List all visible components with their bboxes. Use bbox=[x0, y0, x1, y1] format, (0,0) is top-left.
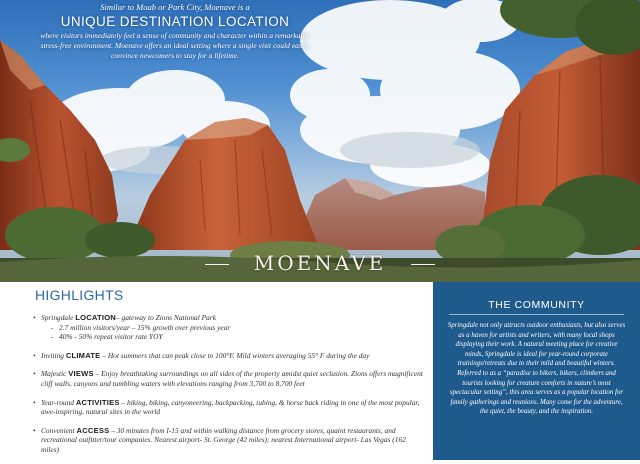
highlight-label: ACCESS bbox=[76, 425, 110, 435]
highlight-prefix: Year-round bbox=[41, 397, 76, 407]
hero-kicker: Similar to Moab or Park City, Moenave is a bbox=[100, 2, 250, 12]
moenave-wordmark bbox=[205, 251, 435, 275]
hero-headline: UNIQUE DESTINATION LOCATION bbox=[60, 14, 290, 29]
highlight-prefix: Inviting bbox=[41, 350, 66, 360]
bullet-icon: • bbox=[33, 425, 36, 435]
highlight-views bbox=[33, 369, 425, 388]
highlight-label: ACTIVITIES bbox=[75, 397, 120, 407]
highlight-text: – Enjoy breathtaking surroundings on all sides of the property amidst quiet seclusion. Zions offers magnificent cliff walls, canyons and tumbling waters with elevations ranging from 3,700 to 8,700 feet bbox=[41, 369, 423, 388]
highlight-subitem: - 40% - 50% repeat visitor rate YOY bbox=[51, 332, 163, 342]
highlights-section bbox=[0, 282, 433, 460]
wordmark-text: MOENAVE bbox=[253, 251, 387, 275]
hero-intro bbox=[40, 2, 310, 61]
highlight-label: LOCATION bbox=[75, 313, 116, 322]
highlights-list bbox=[33, 313, 425, 464]
highlight-location bbox=[33, 313, 425, 342]
bullet-icon: • bbox=[33, 350, 36, 360]
highlight-subitem: - 2.7 million visitors/year – 15% growth over previous year bbox=[51, 322, 231, 332]
community-title: THE COMMUNITY bbox=[488, 299, 585, 311]
highlight-label: CLIMATE bbox=[65, 350, 101, 360]
highlight-text: – Hot summers that can peak close to 100°F. Mild winters averaging 55° F during the day bbox=[100, 350, 370, 360]
bullet-icon: • bbox=[33, 369, 36, 379]
highlights-title: HIGHLIGHTS bbox=[35, 287, 124, 303]
hero-body: where visitors immediately feel a sense of community and character within a remarkably stress-free environment. Moenave offers an ideal setting where a single visit could easily convince newcomers to stay for a lifetime. bbox=[40, 31, 310, 60]
highlight-climate bbox=[33, 351, 425, 361]
bullet-icon: • bbox=[33, 397, 36, 407]
highlight-access bbox=[33, 426, 425, 455]
wordmark-rule-right bbox=[411, 264, 435, 265]
highlight-activities bbox=[33, 398, 425, 417]
community-divider bbox=[449, 314, 624, 315]
highlight-label: VIEWS bbox=[68, 369, 94, 379]
community-body: Springdale not only attracts outdoor enthusiasts, but also serves as a haven for artists and writers, with many local shops displaying their work. A natural meeting place for creative minds, Springdale is ideal for year-round corporate trainings/retreats due to their mild and beautiful winters. Referred to as a “paradise to hikers, bikers, climbers and tourists looking for creature comforts in nature’s most spectacular setting”, this area serves as a popular location for family gatherings and reunions. Many come for the adventure, the quiet, the beauty, and the inspiration. bbox=[447, 322, 626, 416]
highlight-prefix: Majestic bbox=[41, 369, 69, 379]
community-panel bbox=[433, 282, 640, 460]
highlight-text: – hiking, biking, canyoneering, backpacking, tubing, & horse back riding in one of the most popular, awe-inspiring, natural sites in the world bbox=[41, 397, 420, 417]
highlight-prefix: Convenient bbox=[41, 425, 77, 435]
highlight-text: – gateway to Zions National Park bbox=[116, 313, 216, 322]
highlight-text: – 30 minutes from I-15 and within walking distance from grocery stores, quaint restaurants, and recreational outfitter/tour companies. Nearest airport- St. George (42 miles); nearest International airport- Las Vegas (162 miles) bbox=[41, 425, 406, 454]
wordmark-rule-left bbox=[205, 264, 229, 265]
bullet-icon: • bbox=[33, 313, 36, 322]
highlight-prefix: Springdale bbox=[41, 313, 76, 322]
